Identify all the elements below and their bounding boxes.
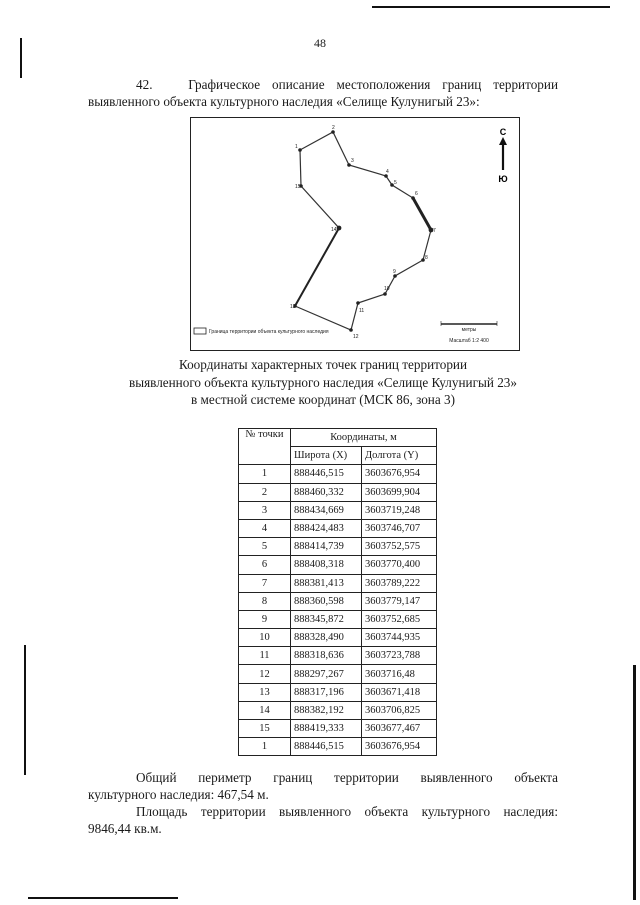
cell-longitude: 3603723,788 bbox=[362, 647, 437, 665]
point-labels bbox=[290, 125, 436, 340]
cell-longitude: 3603770,400 bbox=[362, 556, 437, 574]
coordinates-table bbox=[238, 428, 437, 756]
point-label: 5 bbox=[394, 180, 397, 186]
scale-units: метры bbox=[461, 327, 477, 333]
scan-top-border bbox=[372, 6, 610, 8]
section-heading bbox=[88, 76, 558, 110]
compass-north-label: С bbox=[499, 127, 507, 137]
area-line2: 9846,44 кв.м. bbox=[88, 821, 162, 836]
header-point: № точки bbox=[239, 429, 291, 465]
cell-point: 13 bbox=[239, 683, 291, 701]
cell-latitude: 888328,490 bbox=[291, 629, 362, 647]
heading-line2: выявленного объекта культурного наследия «Селище Кулунигый 23»: bbox=[88, 94, 480, 109]
point-label: 12 bbox=[353, 334, 359, 340]
cell-longitude: 3603719,248 bbox=[362, 501, 437, 519]
cell-longitude: 3603676,954 bbox=[362, 738, 437, 756]
point-label: 1 bbox=[295, 144, 298, 150]
page-number: 48 bbox=[314, 36, 326, 50]
cell-longitude: 3603699,904 bbox=[362, 483, 437, 501]
boundary-point bbox=[298, 148, 302, 152]
cell-latitude: 888446,515 bbox=[291, 738, 362, 756]
north-arrow-icon bbox=[498, 127, 507, 184]
caption-line1: Координаты характерных точек границ территории bbox=[178, 357, 468, 372]
heading-number: 42. bbox=[136, 77, 153, 92]
point-label: 3 bbox=[351, 158, 354, 164]
cell-point: 8 bbox=[239, 592, 291, 610]
point-label: 8 bbox=[425, 255, 428, 261]
compass-south-label: Ю bbox=[498, 174, 508, 184]
cell-point: 3 bbox=[239, 501, 291, 519]
table-row bbox=[239, 538, 437, 556]
cell-longitude: 3603779,147 bbox=[362, 592, 437, 610]
cell-longitude: 3603706,825 bbox=[362, 701, 437, 719]
legend-swatch bbox=[194, 328, 206, 334]
table-row bbox=[239, 720, 437, 738]
cell-latitude: 888460,332 bbox=[291, 483, 362, 501]
perimeter-line1: Общий периметр границ территории выявленного объекта bbox=[136, 770, 558, 785]
boundary-point bbox=[356, 301, 360, 305]
cell-point: 15 bbox=[239, 720, 291, 738]
legend-label: Граница территории объекта культурного наследия bbox=[209, 329, 329, 335]
cell-point: 1 bbox=[239, 465, 291, 483]
scan-bottom-border bbox=[28, 897, 178, 899]
cell-latitude: 888419,333 bbox=[291, 720, 362, 738]
cell-point: 4 bbox=[239, 519, 291, 537]
map-legend bbox=[194, 328, 329, 335]
cell-point: 6 bbox=[239, 556, 291, 574]
table-row bbox=[239, 519, 437, 537]
cell-point: 7 bbox=[239, 574, 291, 592]
cell-point: 9 bbox=[239, 610, 291, 628]
heading-line1: Графическое описание местоположения границ территории bbox=[188, 77, 558, 92]
header-coordinates: Координаты, м bbox=[291, 429, 437, 447]
point-label: 10 bbox=[384, 286, 390, 292]
scale-ratio: Масштаб 1:2 400 bbox=[449, 338, 489, 344]
table-body bbox=[239, 465, 437, 756]
cell-latitude: 888345,872 bbox=[291, 610, 362, 628]
cell-longitude: 3603677,467 bbox=[362, 720, 437, 738]
cell-latitude: 888297,267 bbox=[291, 665, 362, 683]
boundary-edge-shaded bbox=[413, 198, 431, 230]
table-row bbox=[239, 701, 437, 719]
cell-longitude: 3603716,48 bbox=[362, 665, 437, 683]
cell-point: 5 bbox=[239, 538, 291, 556]
table-row bbox=[239, 610, 437, 628]
boundary-point bbox=[337, 226, 342, 231]
boundary-polygon bbox=[295, 132, 431, 330]
boundary-map-svg bbox=[191, 118, 519, 350]
scan-left-bar bbox=[24, 645, 26, 775]
cell-latitude: 888424,483 bbox=[291, 519, 362, 537]
table-row bbox=[239, 574, 437, 592]
cell-longitude: 3603789,222 bbox=[362, 574, 437, 592]
summary-text bbox=[88, 769, 558, 837]
table-row bbox=[239, 629, 437, 647]
cell-point: 1 bbox=[239, 738, 291, 756]
header-latitude: Широта (X) bbox=[291, 447, 362, 465]
table-row bbox=[239, 465, 437, 483]
table-row bbox=[239, 592, 437, 610]
boundary-map bbox=[190, 117, 520, 351]
cell-latitude: 888414,739 bbox=[291, 538, 362, 556]
cell-longitude: 3603752,575 bbox=[362, 538, 437, 556]
table-row bbox=[239, 665, 437, 683]
perimeter-line2: культурного наследия: 467,54 м. bbox=[88, 787, 269, 802]
point-label: 11 bbox=[359, 308, 365, 314]
cell-point: 14 bbox=[239, 701, 291, 719]
cell-latitude: 888434,669 bbox=[291, 501, 362, 519]
table-caption bbox=[88, 356, 558, 409]
cell-longitude: 3603671,418 bbox=[362, 683, 437, 701]
scan-right-bar bbox=[633, 665, 636, 900]
table-row bbox=[239, 501, 437, 519]
cell-longitude: 3603676,954 bbox=[362, 465, 437, 483]
cell-latitude: 888360,598 bbox=[291, 592, 362, 610]
table-row bbox=[239, 483, 437, 501]
point-label: 15 bbox=[295, 184, 301, 190]
cell-latitude: 888317,196 bbox=[291, 683, 362, 701]
table-row bbox=[239, 683, 437, 701]
scale-bar bbox=[441, 321, 497, 344]
boundary-edge-shaded bbox=[295, 228, 339, 306]
cell-longitude: 3603752,685 bbox=[362, 610, 437, 628]
boundary-point bbox=[383, 292, 387, 296]
cell-longitude: 3603744,935 bbox=[362, 629, 437, 647]
boundary-point bbox=[349, 328, 353, 332]
area-line1: Площадь территории выявленного объекта культурного наследия: bbox=[136, 804, 558, 819]
caption-line3: в местной системе координат (МСК 86, зона 3) bbox=[191, 392, 455, 407]
point-label: 2 bbox=[332, 125, 335, 131]
header-longitude: Долгота (Y) bbox=[362, 447, 437, 465]
caption-line2: выявленного объекта культурного наследия «Селище Кулунигый 23» bbox=[128, 374, 517, 390]
point-label: 4 bbox=[386, 169, 389, 175]
cell-latitude: 888382,192 bbox=[291, 701, 362, 719]
table-row bbox=[239, 738, 437, 756]
cell-latitude: 888408,318 bbox=[291, 556, 362, 574]
cell-latitude: 888446,515 bbox=[291, 465, 362, 483]
cell-point: 12 bbox=[239, 665, 291, 683]
table-row bbox=[239, 647, 437, 665]
cell-latitude: 888381,413 bbox=[291, 574, 362, 592]
point-label: 13 bbox=[290, 304, 296, 310]
point-label: 7 bbox=[433, 228, 436, 234]
point-label: 6 bbox=[415, 191, 418, 197]
cell-point: 11 bbox=[239, 647, 291, 665]
cell-point: 2 bbox=[239, 483, 291, 501]
cell-latitude: 888318,636 bbox=[291, 647, 362, 665]
point-label: 14 bbox=[331, 227, 337, 233]
cell-longitude: 3603746,707 bbox=[362, 519, 437, 537]
table-row bbox=[239, 556, 437, 574]
point-label: 9 bbox=[393, 269, 396, 275]
cell-point: 10 bbox=[239, 629, 291, 647]
